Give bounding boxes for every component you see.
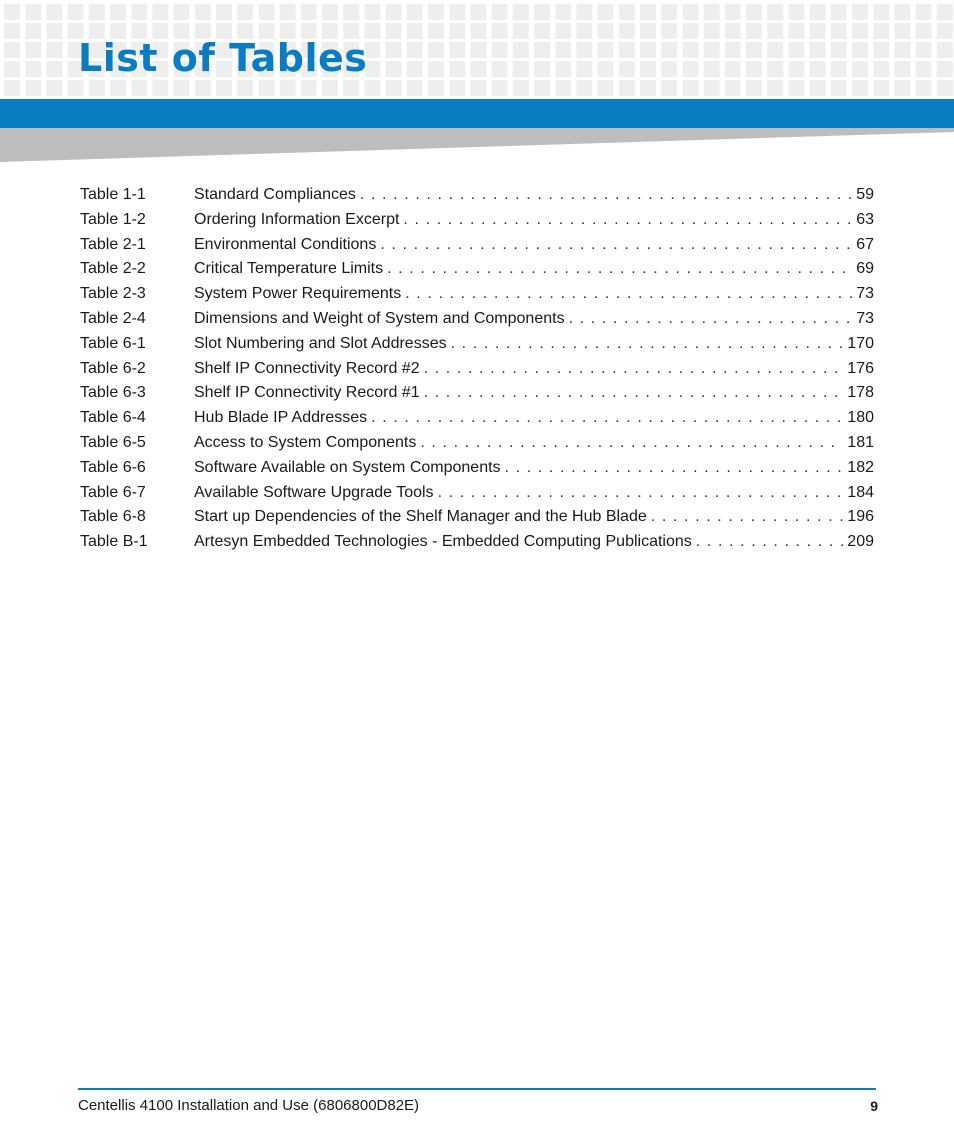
pattern-square [131,4,147,20]
pattern-square [46,61,62,77]
table-entry-label: Table 6-2 [80,359,146,377]
pattern-square [216,80,232,96]
pattern-square [767,61,783,77]
pattern-square [767,4,783,20]
table-entry-label: Table 1-1 [80,186,146,203]
table-list-entry[interactable] [80,208,874,233]
pattern-square [916,61,932,77]
pattern-square [386,4,402,20]
table-entry-title: Environmental Conditions [194,235,377,253]
pattern-square [534,80,550,96]
pattern-square [470,61,486,77]
pattern-square [746,42,762,58]
pattern-square [534,42,550,58]
pattern-square [555,23,571,39]
pattern-square [4,80,20,96]
pattern-square [110,4,126,20]
pattern-square [46,4,62,20]
dot-leader [451,332,844,357]
pattern-square [725,80,741,96]
pattern-square [661,23,677,39]
pattern-square [513,61,529,77]
table-entry-page: 182 [847,458,874,476]
pattern-square [407,42,423,58]
pattern-square [810,61,826,77]
pattern-square [788,61,804,77]
pattern-square [301,4,317,20]
pattern-square [873,80,889,96]
pattern-square [555,4,571,20]
pattern-square [4,61,20,77]
table-entry-label: Table 2-1 [80,235,146,253]
table-entry-title: Artesyn Embedded Technologies - Embedded Computing Publications [194,533,692,551]
table-entry-page: 184 [847,483,874,501]
dot-leader [696,530,844,555]
table-entry-title: Start up Dependencies of the Shelf Manager and the Hub Blade [194,508,647,526]
pattern-square [619,61,635,77]
pattern-square [937,42,953,58]
pattern-square [258,4,274,20]
table-list-entry[interactable] [80,307,874,332]
pattern-square [767,23,783,39]
pattern-square [894,4,910,20]
pattern-square [428,61,444,77]
pattern-square [767,80,783,96]
pattern-square [46,80,62,96]
pattern-square [682,80,698,96]
pattern-square [704,80,720,96]
pattern-square [725,23,741,39]
dot-leader [420,431,843,456]
pattern-square [534,23,550,39]
pattern-square [470,23,486,39]
table-list-entry[interactable] [80,406,874,431]
table-entry-title: Software Available on System Components [194,458,501,476]
pattern-square [195,4,211,20]
pattern-square [831,4,847,20]
pattern-square [598,61,614,77]
pattern-square [852,80,868,96]
pattern-square [937,23,953,39]
pattern-square [492,4,508,20]
pattern-square [704,23,720,39]
table-entry-title: Hub Blade IP Addresses [194,409,368,427]
pattern-square [873,42,889,58]
table-entry-title: Access to System Components [194,433,417,451]
pattern-square [746,23,762,39]
table-entry-title: Ordering Information Excerpt [194,210,400,228]
pattern-square [576,4,592,20]
pattern-square [343,4,359,20]
table-entry-label: Table 1-2 [80,210,146,228]
table-list-entry[interactable] [80,257,874,282]
pattern-square [746,4,762,20]
table-entry-title: Critical Temperature Limits [194,260,384,278]
pattern-square [831,42,847,58]
dot-leader [438,481,844,506]
dot-leader [371,406,843,431]
pattern-square [152,80,168,96]
table-entry-page: 170 [847,334,874,352]
pattern-square [937,61,953,77]
pattern-square [131,80,147,96]
pattern-square [916,23,932,39]
pattern-square [704,61,720,77]
dot-leader [360,183,852,208]
pattern-square [386,42,402,58]
pattern-square [152,4,168,20]
pattern-square [534,4,550,20]
pattern-square [364,80,380,96]
table-list-entry[interactable] [80,530,874,555]
table-list-entry[interactable] [80,233,874,258]
dot-leader [651,505,844,530]
pattern-square [89,80,105,96]
pattern-square [598,4,614,20]
pattern-square [810,42,826,58]
pattern-square [831,80,847,96]
pattern-square [725,42,741,58]
table-list-entry[interactable] [80,431,874,456]
pattern-square [598,80,614,96]
pattern-square [598,42,614,58]
table-entry-title: Available Software Upgrade Tools [194,483,434,501]
pattern-square [46,23,62,39]
pattern-square [428,42,444,58]
pattern-square [852,61,868,77]
pattern-square [4,23,20,39]
pattern-square [174,4,190,20]
table-entry-page: 181 [847,433,874,451]
pattern-square [386,61,402,77]
pattern-square [894,80,910,96]
pattern-square [492,42,508,58]
pattern-square [725,61,741,77]
pattern-square [788,42,804,58]
pattern-square [449,61,465,77]
table-entry-page: 176 [847,359,874,377]
table-entry-page: 73 [856,285,874,303]
pattern-square [852,23,868,39]
pattern-square [576,80,592,96]
pattern-square [237,80,253,96]
pattern-square [640,23,656,39]
pattern-square [852,42,868,58]
table-list-entry[interactable] [80,332,874,357]
header-blue-band [0,99,954,128]
pattern-square [449,80,465,96]
pattern-square [619,23,635,39]
pattern-square [788,80,804,96]
pattern-square [513,23,529,39]
table-entry-label: Table 6-1 [80,334,146,352]
footer-rule [78,1088,876,1090]
pattern-square [110,80,126,96]
table-entry-title: Dimensions and Weight of System and Components [194,309,565,327]
pattern-square [746,61,762,77]
pattern-square [682,23,698,39]
table-list [80,183,874,555]
pattern-square [322,4,338,20]
pattern-square [916,80,932,96]
table-list-entry[interactable] [80,183,874,208]
table-entry-label: Table 6-6 [80,458,146,476]
pattern-square [407,23,423,39]
pattern-square [322,80,338,96]
pattern-square [894,42,910,58]
pattern-square [576,61,592,77]
pattern-square [492,61,508,77]
pattern-square [68,4,84,20]
table-entry-page: 67 [856,235,874,253]
pattern-square [619,42,635,58]
pattern-square [280,4,296,20]
table-list-entry[interactable] [80,505,874,530]
pattern-square [873,23,889,39]
pattern-square [704,4,720,20]
pattern-square [640,42,656,58]
pattern-square [894,61,910,77]
pattern-square [937,80,953,96]
pattern-square [25,80,41,96]
table-entry-label: Table 2-2 [80,260,146,278]
header-grey-wedge [0,128,954,164]
pattern-square [661,61,677,77]
pattern-square [619,4,635,20]
pattern-square [470,80,486,96]
pattern-square [449,23,465,39]
table-entry-label: Table 2-4 [80,309,146,327]
pattern-square [852,4,868,20]
footer-document-title: Centellis 4100 Installation and Use (6806800D82E) [78,1097,420,1114]
pattern-square [195,80,211,96]
pattern-square [492,80,508,96]
pattern-square [25,4,41,20]
pattern-square [640,61,656,77]
pattern-square [89,4,105,20]
pattern-square [492,23,508,39]
pattern-square [364,4,380,20]
table-list-entry[interactable] [80,481,874,506]
pattern-square [513,42,529,58]
pattern-square [428,4,444,20]
table-list-entry[interactable] [80,282,874,307]
table-entry-title: Shelf IP Connectivity Record #1 [194,384,420,402]
pattern-square [258,80,274,96]
pattern-square [4,4,20,20]
table-entry-page: 180 [847,409,874,427]
pattern-square [873,61,889,77]
pattern-square [661,4,677,20]
pattern-square [237,4,253,20]
table-list-entry[interactable] [80,456,874,481]
table-entry-title: Slot Numbering and Slot Addresses [194,334,447,352]
pattern-square [555,61,571,77]
pattern-square [68,80,84,96]
dot-leader [505,456,844,481]
table-entry-title: Standard Compliances [194,186,356,203]
pattern-square [916,42,932,58]
pattern-square [682,4,698,20]
pattern-square [280,80,296,96]
pattern-square [4,42,20,58]
pattern-square [746,80,762,96]
pattern-square [407,80,423,96]
page-title: List of Tables [78,36,368,80]
pattern-square [894,23,910,39]
dot-leader [424,381,844,406]
pattern-square [25,61,41,77]
pattern-square [619,80,635,96]
table-list-entry[interactable] [80,381,874,406]
table-entry-title: Shelf IP Connectivity Record #2 [194,359,420,377]
dot-leader [387,257,852,282]
dot-leader [380,233,852,258]
pattern-square [216,4,232,20]
pattern-square [46,42,62,58]
dot-leader [405,282,852,307]
table-entry-page: 63 [856,210,874,228]
pattern-square [470,4,486,20]
pattern-square [449,4,465,20]
pattern-square [873,4,889,20]
table-entry-page: 73 [856,309,874,327]
pattern-square [831,23,847,39]
pattern-square [640,80,656,96]
pattern-square [682,42,698,58]
pattern-square [704,42,720,58]
table-entry-page: 69 [856,260,874,278]
pattern-square [810,4,826,20]
pattern-square [661,42,677,58]
table-entry-label: Table 6-3 [80,384,146,402]
pattern-square [598,23,614,39]
pattern-square [810,23,826,39]
table-entry-title: System Power Requirements [194,285,402,303]
pattern-square [25,42,41,58]
table-entry-label: Table 6-7 [80,483,146,501]
table-entry-page: 178 [847,384,874,402]
pattern-square [343,80,359,96]
pattern-square [767,42,783,58]
pattern-square [937,4,953,20]
pattern-square [470,42,486,58]
footer-page-number: 9 [870,1098,878,1114]
table-list-entry[interactable] [80,357,874,382]
pattern-square [576,23,592,39]
pattern-square [555,80,571,96]
pattern-square [725,4,741,20]
table-entry-page: 209 [847,533,874,551]
table-entry-label: Table 2-3 [80,285,146,303]
pattern-square [576,42,592,58]
table-entry-label: Table B-1 [80,533,148,551]
dot-leader [569,307,853,332]
table-entry-label: Table 6-5 [80,433,146,451]
pattern-square [810,80,826,96]
pattern-square [386,23,402,39]
pattern-square [449,42,465,58]
pattern-square [407,61,423,77]
pattern-square [513,4,529,20]
pattern-square [513,80,529,96]
pattern-square [661,80,677,96]
pattern-square [788,23,804,39]
table-entry-label: Table 6-8 [80,508,146,526]
table-entry-page: 196 [847,508,874,526]
pattern-square [831,61,847,77]
pattern-square [916,4,932,20]
dot-leader [403,208,852,233]
pattern-square [682,61,698,77]
pattern-square [25,23,41,39]
pattern-square [555,42,571,58]
pattern-square [788,4,804,20]
table-entry-page: 59 [856,186,874,203]
pattern-square [174,80,190,96]
pattern-square [428,23,444,39]
pattern-square [428,80,444,96]
table-entry-label: Table 6-4 [80,409,146,427]
pattern-square [386,80,402,96]
pattern-square [640,4,656,20]
pattern-square [534,61,550,77]
pattern-square [301,80,317,96]
pattern-square [407,4,423,20]
dot-leader [424,357,844,382]
